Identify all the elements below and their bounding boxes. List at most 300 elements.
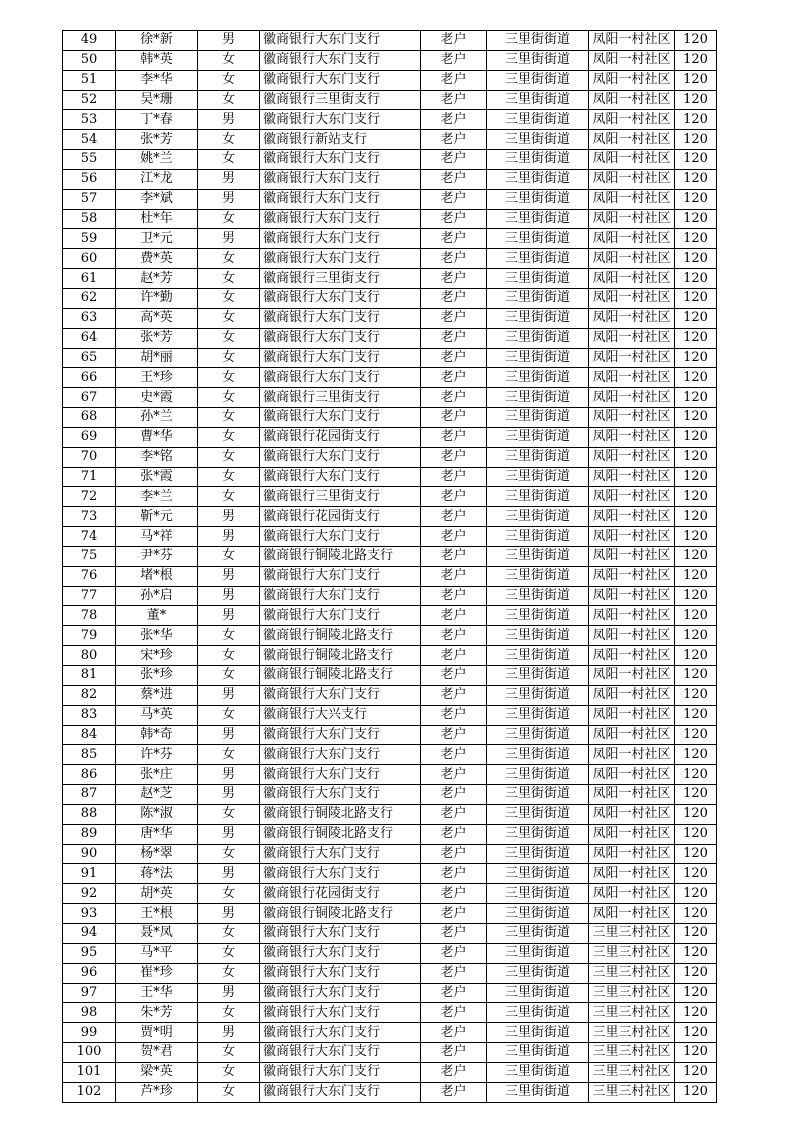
name-cell: 吴*珊: [116, 90, 198, 110]
household-type-cell: 老户: [421, 527, 487, 547]
table-row: [63, 785, 717, 805]
row-number-cell: 84: [63, 725, 116, 745]
gender-cell: 女: [198, 427, 260, 447]
bank-branch-cell: 徽商银行铜陵北路支行: [260, 804, 421, 824]
bank-branch-cell: 徽商银行大东门支行: [260, 785, 421, 805]
gender-cell: 女: [198, 447, 260, 467]
gender-cell: 女: [198, 269, 260, 289]
amount-cell: 120: [675, 1062, 717, 1082]
row-number-cell: 71: [63, 467, 116, 487]
household-type-cell: 老户: [421, 269, 487, 289]
gender-cell: 女: [198, 348, 260, 368]
community-cell: 凤阳一村社区: [589, 904, 675, 924]
amount-cell: 120: [675, 348, 717, 368]
subdistrict-cell: 三里街街道: [487, 269, 589, 289]
bank-branch-cell: 徽商银行大东门支行: [260, 31, 421, 51]
gender-cell: 男: [198, 765, 260, 785]
amount-cell: 120: [675, 804, 717, 824]
name-cell: 陈*淑: [116, 804, 198, 824]
subdistrict-cell: 三里街街道: [487, 308, 589, 328]
row-number-cell: 53: [63, 110, 116, 130]
community-cell: 凤阳一村社区: [589, 606, 675, 626]
community-cell: 凤阳一村社区: [589, 824, 675, 844]
name-cell: 许*芬: [116, 745, 198, 765]
amount-cell: 120: [675, 1043, 717, 1063]
name-cell: 马*英: [116, 705, 198, 725]
subdistrict-cell: 三里街街道: [487, 923, 589, 943]
gender-cell: 女: [198, 626, 260, 646]
table-row: [63, 507, 717, 527]
row-number-cell: 86: [63, 765, 116, 785]
community-cell: 凤阳一村社区: [589, 50, 675, 70]
subdistrict-cell: 三里街街道: [487, 566, 589, 586]
table-row: [63, 983, 717, 1003]
subdistrict-cell: 三里街街道: [487, 646, 589, 666]
bank-branch-cell: 徽商银行新站支行: [260, 130, 421, 150]
household-type-cell: 老户: [421, 745, 487, 765]
household-type-cell: 老户: [421, 626, 487, 646]
amount-cell: 120: [675, 50, 717, 70]
row-number-cell: 49: [63, 31, 116, 51]
name-cell: 张*华: [116, 626, 198, 646]
subdistrict-cell: 三里街街道: [487, 705, 589, 725]
household-type-cell: 老户: [421, 368, 487, 388]
community-cell: 凤阳一村社区: [589, 130, 675, 150]
bank-branch-cell: 徽商银行铜陵北路支行: [260, 626, 421, 646]
gender-cell: 男: [198, 507, 260, 527]
community-cell: 凤阳一村社区: [589, 169, 675, 189]
household-type-cell: 老户: [421, 408, 487, 428]
row-number-cell: 100: [63, 1043, 116, 1063]
subdistrict-cell: 三里街街道: [487, 348, 589, 368]
bank-branch-cell: 徽商银行大东门支行: [260, 983, 421, 1003]
community-cell: 凤阳一村社区: [589, 527, 675, 547]
row-number-cell: 77: [63, 586, 116, 606]
subdistrict-cell: 三里街街道: [487, 765, 589, 785]
bank-branch-cell: 徽商银行大东门支行: [260, 447, 421, 467]
household-type-cell: 老户: [421, 427, 487, 447]
subdistrict-cell: 三里街街道: [487, 150, 589, 170]
subdistrict-cell: 三里街街道: [487, 31, 589, 51]
bank-branch-cell: 徽商银行大东门支行: [260, 50, 421, 70]
name-cell: 朱*芳: [116, 1003, 198, 1023]
bank-branch-cell: 徽商银行三里街支行: [260, 269, 421, 289]
name-cell: 张*庄: [116, 765, 198, 785]
table-body: [63, 31, 717, 1103]
amount-cell: 120: [675, 586, 717, 606]
subdistrict-cell: 三里街街道: [487, 963, 589, 983]
amount-cell: 120: [675, 368, 717, 388]
table-row: [63, 904, 717, 924]
community-cell: 凤阳一村社区: [589, 546, 675, 566]
bank-branch-cell: 徽商银行大东门支行: [260, 229, 421, 249]
amount-cell: 120: [675, 308, 717, 328]
community-cell: 凤阳一村社区: [589, 249, 675, 269]
gender-cell: 女: [198, 1043, 260, 1063]
table-row: [63, 249, 717, 269]
row-number-cell: 87: [63, 785, 116, 805]
row-number-cell: 102: [63, 1082, 116, 1102]
household-type-cell: 老户: [421, 904, 487, 924]
gender-cell: 女: [198, 844, 260, 864]
bank-branch-cell: 徽商银行花园街支行: [260, 427, 421, 447]
gender-cell: 女: [198, 884, 260, 904]
bank-branch-cell: 徽商银行大东门支行: [260, 943, 421, 963]
row-number-cell: 62: [63, 288, 116, 308]
community-cell: 凤阳一村社区: [589, 685, 675, 705]
community-cell: 凤阳一村社区: [589, 90, 675, 110]
bank-branch-cell: 徽商银行大东门支行: [260, 189, 421, 209]
household-type-cell: 老户: [421, 546, 487, 566]
community-cell: 凤阳一村社区: [589, 487, 675, 507]
gender-cell: 男: [198, 1023, 260, 1043]
bank-branch-cell: 徽商银行大东门支行: [260, 408, 421, 428]
subdistrict-cell: 三里街街道: [487, 507, 589, 527]
name-cell: 董*: [116, 606, 198, 626]
household-type-cell: 老户: [421, 189, 487, 209]
amount-cell: 120: [675, 408, 717, 428]
gender-cell: 男: [198, 606, 260, 626]
gender-cell: 女: [198, 328, 260, 348]
row-number-cell: 52: [63, 90, 116, 110]
household-type-cell: 老户: [421, 70, 487, 90]
table-row: [63, 626, 717, 646]
table-row: [63, 169, 717, 189]
table-row: [63, 209, 717, 229]
name-cell: 贾*明: [116, 1023, 198, 1043]
name-cell: 丁*春: [116, 110, 198, 130]
subdistrict-cell: 三里街街道: [487, 90, 589, 110]
name-cell: 卫*元: [116, 229, 198, 249]
bank-branch-cell: 徽商银行大东门支行: [260, 150, 421, 170]
table-row: [63, 388, 717, 408]
row-number-cell: 78: [63, 606, 116, 626]
gender-cell: 女: [198, 209, 260, 229]
community-cell: 凤阳一村社区: [589, 884, 675, 904]
community-cell: 凤阳一村社区: [589, 189, 675, 209]
community-cell: 凤阳一村社区: [589, 308, 675, 328]
gender-cell: 女: [198, 70, 260, 90]
name-cell: 费*英: [116, 249, 198, 269]
amount-cell: 120: [675, 884, 717, 904]
subdistrict-cell: 三里街街道: [487, 626, 589, 646]
bank-branch-cell: 徽商银行大东门支行: [260, 685, 421, 705]
gender-cell: 女: [198, 90, 260, 110]
row-number-cell: 97: [63, 983, 116, 1003]
community-cell: 三里三村社区: [589, 1023, 675, 1043]
name-cell: 张*芳: [116, 328, 198, 348]
amount-cell: 120: [675, 427, 717, 447]
household-type-cell: 老户: [421, 646, 487, 666]
household-type-cell: 老户: [421, 308, 487, 328]
table-row: [63, 864, 717, 884]
household-type-cell: 老户: [421, 586, 487, 606]
subdistrict-cell: 三里街街道: [487, 785, 589, 805]
subsidy-table: [62, 30, 717, 1103]
community-cell: 凤阳一村社区: [589, 209, 675, 229]
gender-cell: 男: [198, 566, 260, 586]
subdistrict-cell: 三里街街道: [487, 249, 589, 269]
row-number-cell: 76: [63, 566, 116, 586]
community-cell: 凤阳一村社区: [589, 566, 675, 586]
table-row: [63, 150, 717, 170]
subdistrict-cell: 三里街街道: [487, 229, 589, 249]
row-number-cell: 85: [63, 745, 116, 765]
bank-branch-cell: 徽商银行大东门支行: [260, 209, 421, 229]
amount-cell: 120: [675, 110, 717, 130]
name-cell: 贺*君: [116, 1043, 198, 1063]
household-type-cell: 老户: [421, 110, 487, 130]
household-type-cell: 老户: [421, 566, 487, 586]
subdistrict-cell: 三里街街道: [487, 209, 589, 229]
name-cell: 徐*新: [116, 31, 198, 51]
gender-cell: 女: [198, 50, 260, 70]
bank-branch-cell: 徽商银行大东门支行: [260, 765, 421, 785]
bank-branch-cell: 徽商银行三里街支行: [260, 487, 421, 507]
row-number-cell: 92: [63, 884, 116, 904]
table-row: [63, 745, 717, 765]
subdistrict-cell: 三里街街道: [487, 487, 589, 507]
subdistrict-cell: 三里街街道: [487, 368, 589, 388]
name-cell: 宋*珍: [116, 646, 198, 666]
household-type-cell: 老户: [421, 31, 487, 51]
community-cell: 凤阳一村社区: [589, 288, 675, 308]
amount-cell: 120: [675, 685, 717, 705]
household-type-cell: 老户: [421, 685, 487, 705]
row-number-cell: 89: [63, 824, 116, 844]
community-cell: 凤阳一村社区: [589, 31, 675, 51]
name-cell: 高*英: [116, 308, 198, 328]
name-cell: 胡*丽: [116, 348, 198, 368]
name-cell: 江*龙: [116, 169, 198, 189]
row-number-cell: 60: [63, 249, 116, 269]
community-cell: 凤阳一村社区: [589, 646, 675, 666]
subdistrict-cell: 三里街街道: [487, 983, 589, 1003]
community-cell: 凤阳一村社区: [589, 388, 675, 408]
table-row: [63, 368, 717, 388]
subdistrict-cell: 三里街街道: [487, 745, 589, 765]
row-number-cell: 81: [63, 666, 116, 686]
bank-branch-cell: 徽商银行大东门支行: [260, 467, 421, 487]
table-row: [63, 110, 717, 130]
gender-cell: 男: [198, 864, 260, 884]
household-type-cell: 老户: [421, 288, 487, 308]
household-type-cell: 老户: [421, 447, 487, 467]
subdistrict-cell: 三里街街道: [487, 586, 589, 606]
bank-branch-cell: 徽商银行大东门支行: [260, 1003, 421, 1023]
table-row: [63, 705, 717, 725]
amount-cell: 120: [675, 824, 717, 844]
subdistrict-cell: 三里街街道: [487, 844, 589, 864]
household-type-cell: 老户: [421, 328, 487, 348]
gender-cell: 男: [198, 169, 260, 189]
bank-branch-cell: 徽商银行大东门支行: [260, 1082, 421, 1102]
subdistrict-cell: 三里街街道: [487, 824, 589, 844]
subdistrict-cell: 三里街街道: [487, 70, 589, 90]
subdistrict-cell: 三里街街道: [487, 1062, 589, 1082]
name-cell: 许*勤: [116, 288, 198, 308]
subdistrict-cell: 三里街街道: [487, 1003, 589, 1023]
name-cell: 张*珍: [116, 666, 198, 686]
name-cell: 靳*元: [116, 507, 198, 527]
name-cell: 曹*华: [116, 427, 198, 447]
household-type-cell: 老户: [421, 943, 487, 963]
gender-cell: 女: [198, 1003, 260, 1023]
row-number-cell: 96: [63, 963, 116, 983]
row-number-cell: 65: [63, 348, 116, 368]
amount-cell: 120: [675, 1023, 717, 1043]
row-number-cell: 88: [63, 804, 116, 824]
bank-branch-cell: 徽商银行大东门支行: [260, 328, 421, 348]
bank-branch-cell: 徽商银行大东门支行: [260, 586, 421, 606]
bank-branch-cell: 徽商银行大东门支行: [260, 844, 421, 864]
community-cell: 三里三村社区: [589, 983, 675, 1003]
amount-cell: 120: [675, 447, 717, 467]
amount-cell: 120: [675, 150, 717, 170]
table-row: [63, 467, 717, 487]
amount-cell: 120: [675, 666, 717, 686]
household-type-cell: 老户: [421, 1082, 487, 1102]
table-row: [63, 408, 717, 428]
amount-cell: 120: [675, 546, 717, 566]
bank-branch-cell: 徽商银行花园街支行: [260, 507, 421, 527]
community-cell: 凤阳一村社区: [589, 507, 675, 527]
community-cell: 凤阳一村社区: [589, 864, 675, 884]
row-number-cell: 61: [63, 269, 116, 289]
row-number-cell: 74: [63, 527, 116, 547]
table-row: [63, 546, 717, 566]
table-row: [63, 666, 717, 686]
bank-branch-cell: 徽商银行大东门支行: [260, 864, 421, 884]
gender-cell: 女: [198, 923, 260, 943]
name-cell: 堵*根: [116, 566, 198, 586]
household-type-cell: 老户: [421, 785, 487, 805]
community-cell: 三里三村社区: [589, 1082, 675, 1102]
amount-cell: 120: [675, 269, 717, 289]
amount-cell: 120: [675, 31, 717, 51]
amount-cell: 120: [675, 90, 717, 110]
amount-cell: 120: [675, 963, 717, 983]
name-cell: 韩*奇: [116, 725, 198, 745]
community-cell: 三里三村社区: [589, 963, 675, 983]
amount-cell: 120: [675, 725, 717, 745]
subdistrict-cell: 三里街街道: [487, 904, 589, 924]
amount-cell: 120: [675, 864, 717, 884]
table-row: [63, 646, 717, 666]
table-row: [63, 328, 717, 348]
community-cell: 凤阳一村社区: [589, 725, 675, 745]
table-row: [63, 923, 717, 943]
household-type-cell: 老户: [421, 507, 487, 527]
subdistrict-cell: 三里街街道: [487, 328, 589, 348]
row-number-cell: 73: [63, 507, 116, 527]
household-type-cell: 老户: [421, 487, 487, 507]
amount-cell: 120: [675, 1003, 717, 1023]
amount-cell: 120: [675, 566, 717, 586]
community-cell: 凤阳一村社区: [589, 844, 675, 864]
name-cell: 李*华: [116, 70, 198, 90]
table-row: [63, 229, 717, 249]
gender-cell: 女: [198, 150, 260, 170]
community-cell: 凤阳一村社区: [589, 269, 675, 289]
name-cell: 张*芳: [116, 130, 198, 150]
gender-cell: 男: [198, 229, 260, 249]
table-row: [63, 606, 717, 626]
community-cell: 凤阳一村社区: [589, 150, 675, 170]
bank-branch-cell: 徽商银行花园街支行: [260, 884, 421, 904]
household-type-cell: 老户: [421, 50, 487, 70]
row-number-cell: 59: [63, 229, 116, 249]
household-type-cell: 老户: [421, 725, 487, 745]
community-cell: 凤阳一村社区: [589, 447, 675, 467]
table-row: [63, 527, 717, 547]
name-cell: 王*华: [116, 983, 198, 1003]
household-type-cell: 老户: [421, 804, 487, 824]
bank-branch-cell: 徽商银行大东门支行: [260, 288, 421, 308]
subdistrict-cell: 三里街街道: [487, 606, 589, 626]
subdistrict-cell: 三里街街道: [487, 50, 589, 70]
amount-cell: 120: [675, 904, 717, 924]
community-cell: 凤阳一村社区: [589, 705, 675, 725]
amount-cell: 120: [675, 527, 717, 547]
row-number-cell: 79: [63, 626, 116, 646]
gender-cell: 女: [198, 804, 260, 824]
gender-cell: 女: [198, 963, 260, 983]
community-cell: 凤阳一村社区: [589, 427, 675, 447]
household-type-cell: 老户: [421, 1023, 487, 1043]
row-number-cell: 70: [63, 447, 116, 467]
table-row: [63, 487, 717, 507]
table-row: [63, 348, 717, 368]
gender-cell: 男: [198, 110, 260, 130]
subdistrict-cell: 三里街街道: [487, 427, 589, 447]
bank-branch-cell: 徽商银行铜陵北路支行: [260, 904, 421, 924]
name-cell: 梁*英: [116, 1062, 198, 1082]
household-type-cell: 老户: [421, 963, 487, 983]
row-number-cell: 94: [63, 923, 116, 943]
table-row: [63, 130, 717, 150]
row-number-cell: 66: [63, 368, 116, 388]
gender-cell: 男: [198, 725, 260, 745]
gender-cell: 女: [198, 130, 260, 150]
community-cell: 三里三村社区: [589, 943, 675, 963]
table-row: [63, 1023, 717, 1043]
name-cell: 马*平: [116, 943, 198, 963]
gender-cell: 女: [198, 1062, 260, 1082]
table-row: [63, 427, 717, 447]
table-row: [63, 844, 717, 864]
bank-branch-cell: 徽商银行大兴支行: [260, 705, 421, 725]
amount-cell: 120: [675, 745, 717, 765]
row-number-cell: 56: [63, 169, 116, 189]
table-row: [63, 308, 717, 328]
subdistrict-cell: 三里街街道: [487, 130, 589, 150]
subdistrict-cell: 三里街街道: [487, 725, 589, 745]
bank-branch-cell: 徽商银行铜陵北路支行: [260, 824, 421, 844]
table-row: [63, 884, 717, 904]
gender-cell: 女: [198, 943, 260, 963]
name-cell: 杨*翠: [116, 844, 198, 864]
table-row: [63, 50, 717, 70]
row-number-cell: 101: [63, 1062, 116, 1082]
row-number-cell: 98: [63, 1003, 116, 1023]
name-cell: 王*根: [116, 904, 198, 924]
household-type-cell: 老户: [421, 388, 487, 408]
subdistrict-cell: 三里街街道: [487, 1043, 589, 1063]
subdistrict-cell: 三里街街道: [487, 288, 589, 308]
table-row: [63, 824, 717, 844]
amount-cell: 120: [675, 705, 717, 725]
